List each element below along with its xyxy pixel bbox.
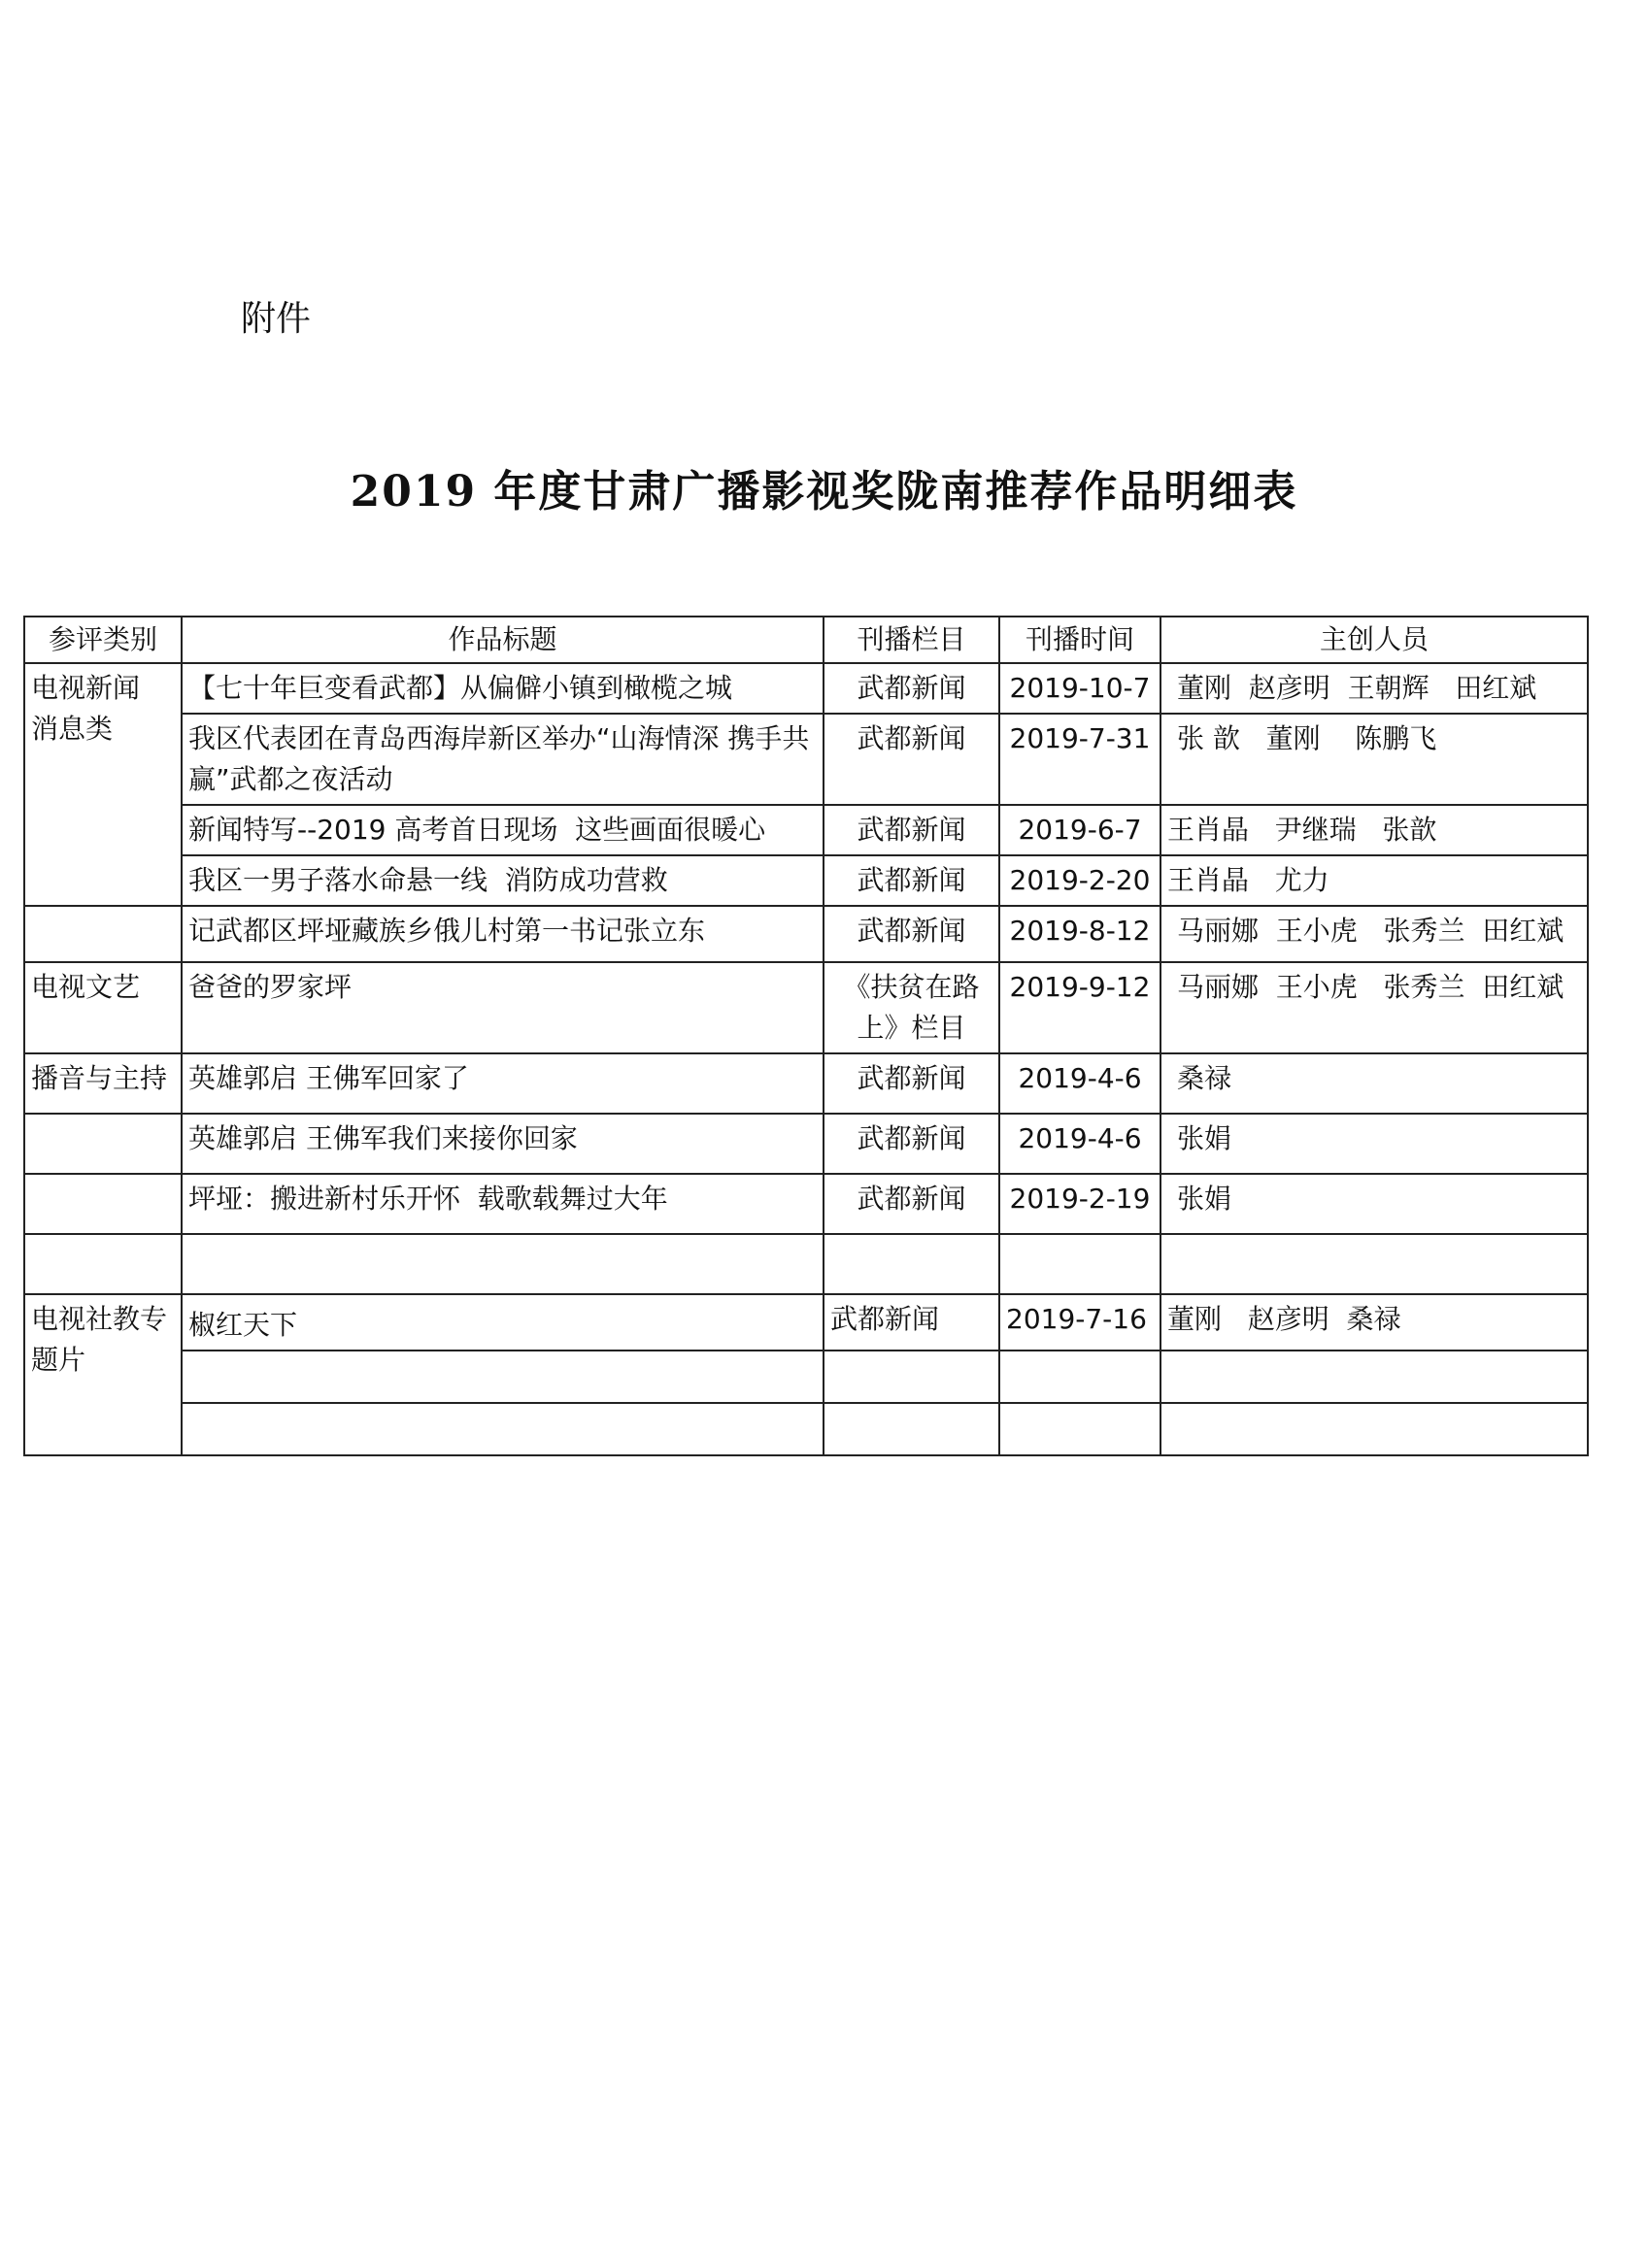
work-date: 2019-7-31 bbox=[999, 714, 1160, 805]
category-empty bbox=[24, 1114, 182, 1174]
work-creators: 马丽娜 王小虎 张秀兰 田红斌 bbox=[1160, 906, 1588, 962]
table-row bbox=[24, 906, 1588, 962]
work-title: 爸爸的罗家坪 bbox=[182, 962, 824, 1053]
work-date: 2019-9-12 bbox=[999, 962, 1160, 1053]
work-title: 我区代表团在青岛西海岸新区举办“山海情深 携手共赢”武都之夜活动 bbox=[182, 714, 824, 805]
work-title: 记武都区坪垭藏族乡俄儿村第一书记张立东 bbox=[182, 906, 824, 962]
work-title: 坪垭：搬进新村乐开怀 载歌载舞过大年 bbox=[182, 1174, 824, 1234]
table-row bbox=[24, 1053, 1588, 1114]
category-host: 播音与主持 bbox=[24, 1053, 182, 1114]
table-row bbox=[24, 1174, 1588, 1234]
table-row bbox=[24, 663, 1588, 714]
header-date: 刊播时间 bbox=[999, 617, 1160, 663]
work-creators: 王肖晶 尹继瑞 张歆 bbox=[1160, 805, 1588, 855]
work-column: 武都新闻 bbox=[824, 714, 999, 805]
work-column: 武都新闻 bbox=[824, 805, 999, 855]
work-title: 英雄郭启 王佛军回家了 bbox=[182, 1053, 824, 1114]
work-column: 武都新闻 bbox=[824, 1053, 999, 1114]
header-title: 作品标题 bbox=[182, 617, 824, 663]
work-creators: 桑禄 bbox=[1160, 1053, 1588, 1114]
work-creators: 张 歆 董刚 陈鹏飞 bbox=[1160, 714, 1588, 805]
table-row-empty bbox=[24, 1403, 1588, 1455]
category-arts: 电视文艺 bbox=[24, 962, 182, 1053]
work-date: 2019-7-16 bbox=[999, 1294, 1160, 1351]
attachment-label: 附件 bbox=[241, 299, 312, 339]
work-creators: 王肖晶 尤力 bbox=[1160, 855, 1588, 906]
work-creators: 张娟 bbox=[1160, 1174, 1588, 1234]
work-column: 武都新闻 bbox=[824, 1174, 999, 1234]
category-news: 电视新闻 消息类 bbox=[24, 663, 182, 906]
work-creators: 张娟 bbox=[1160, 1114, 1588, 1174]
table-row bbox=[24, 1114, 1588, 1174]
table-row bbox=[24, 1294, 1588, 1351]
header-category: 参评类别 bbox=[24, 617, 182, 663]
work-creators: 马丽娜 王小虎 张秀兰 田红斌 bbox=[1160, 962, 1588, 1053]
work-column: 武都新闻 bbox=[824, 663, 999, 714]
table-header-row bbox=[24, 617, 1588, 663]
header-column: 刊播栏目 bbox=[824, 617, 999, 663]
work-date: 2019-8-12 bbox=[999, 906, 1160, 962]
table-row-empty bbox=[24, 1234, 1588, 1294]
work-column: 武都新闻 bbox=[824, 906, 999, 962]
category-empty bbox=[24, 1174, 182, 1234]
work-title: 我区一男子落水命悬一线 消防成功营救 bbox=[182, 855, 824, 906]
work-title: 椒红天下 bbox=[182, 1294, 824, 1351]
work-creators: 董刚 赵彦明 桑禄 bbox=[1160, 1294, 1588, 1351]
work-column: 武都新闻 bbox=[824, 855, 999, 906]
work-date: 2019-10-7 bbox=[999, 663, 1160, 714]
table-row bbox=[24, 962, 1588, 1053]
work-date: 2019-4-6 bbox=[999, 1053, 1160, 1114]
work-creators: 董刚 赵彦明 王朝辉 田红斌 bbox=[1160, 663, 1588, 714]
category-empty bbox=[24, 906, 182, 962]
works-table bbox=[23, 616, 1589, 1456]
work-date: 2019-2-19 bbox=[999, 1174, 1160, 1234]
category-edu: 电视社教专题片 bbox=[24, 1294, 182, 1455]
page-title: 2019 年度甘肃广播影视奖陇南推荐作品明细表 bbox=[350, 467, 1298, 517]
work-column: 《扶贫在路上》栏目 bbox=[824, 962, 999, 1053]
work-date: 2019-6-7 bbox=[999, 805, 1160, 855]
table-row bbox=[24, 714, 1588, 805]
work-title: 英雄郭启 王佛军我们来接你回家 bbox=[182, 1114, 824, 1174]
table-row bbox=[24, 805, 1588, 855]
work-column: 武都新闻 bbox=[824, 1114, 999, 1174]
table-row-empty bbox=[24, 1351, 1588, 1403]
work-title: 【七十年巨变看武都】从偏僻小镇到橄榄之城 bbox=[182, 663, 824, 714]
work-title: 新闻特写--2019 高考首日现场 这些画面很暖心 bbox=[182, 805, 824, 855]
header-creators: 主创人员 bbox=[1160, 617, 1588, 663]
table-row bbox=[24, 855, 1588, 906]
work-date: 2019-2-20 bbox=[999, 855, 1160, 906]
work-date: 2019-4-6 bbox=[999, 1114, 1160, 1174]
work-column: 武都新闻 bbox=[824, 1294, 999, 1351]
